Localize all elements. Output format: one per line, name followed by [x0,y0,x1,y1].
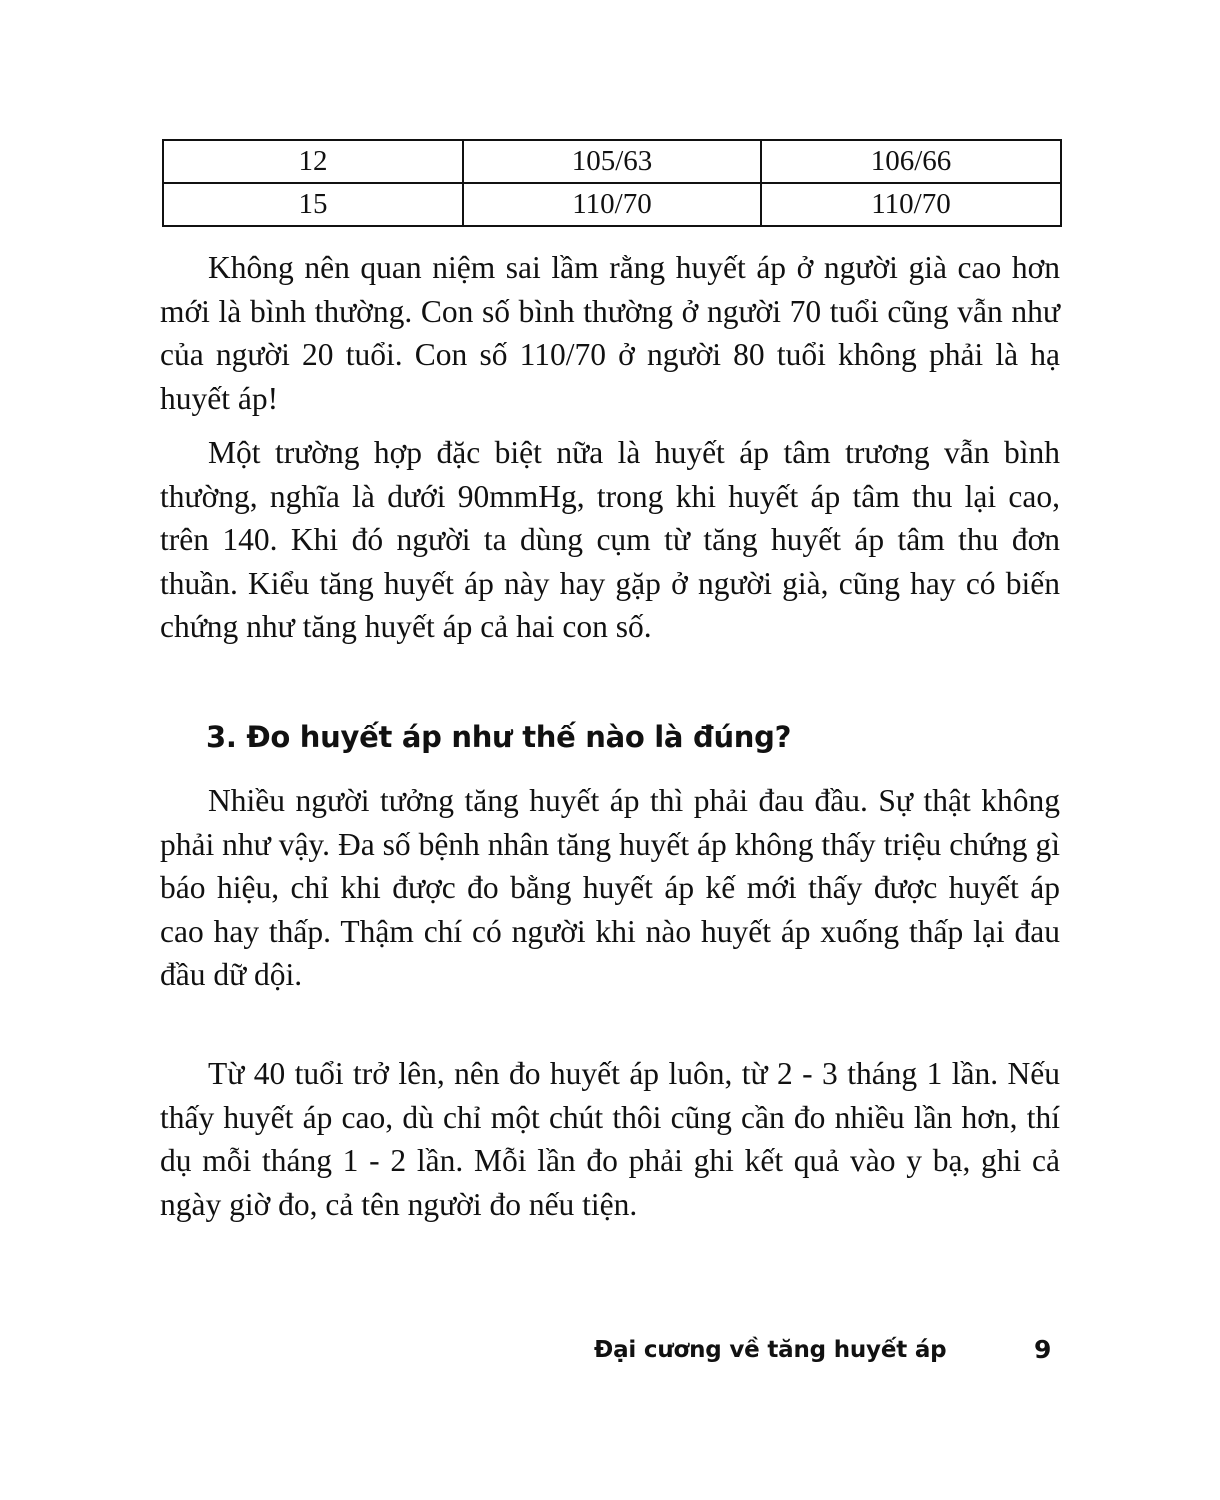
running-footer-title: Đại cương về tăng huyết áp [594,1337,947,1363]
table-row [163,183,1061,226]
table-cell-value: 110/70 [761,183,1061,226]
paragraph-text: Không nên quan niệm sai lầm rằng huyết áp ở người già cao hơn mới là bình thường. Con số bình thường ở người 70 tuổi cũng vẫn như của người 20 tuổi. Con số 110/70 ở người 80 tuổi không phải là hạ huyết áp! [160,250,1060,416]
table-cell-value: 105/63 [463,140,761,183]
table-cell-value: 106/66 [761,140,1061,183]
paragraph [160,246,1060,420]
table-cell-age: 15 [163,183,463,226]
table-cell-age: 12 [163,140,463,183]
paragraph [160,1052,1060,1226]
blood-pressure-table [162,139,1062,227]
paragraph-text: Một trường hợp đặc biệt nữa là huyết áp tâm trương vẫn bình thường, nghĩa là dưới 90mmHg, trong khi huyết áp tâm thu lại cao, trên 140. Khi đó người ta dùng cụm từ tăng huyết áp tâm thu đơn thuần. Kiểu tăng huyết áp này hay gặp ở người già, cũng hay có biến chứng như tăng huyết áp cả hai con số. [160,435,1060,645]
paragraph [160,431,1060,649]
paragraph-text: Từ 40 tuổi trở lên, nên đo huyết áp luôn, từ 2 - 3 tháng 1 lần. Nếu thấy huyết áp cao, dù chỉ một chút thôi cũng cần đo nhiều lần hơn, thí dụ mỗi tháng 1 - 2 lần. Mỗi lần đo phải ghi kết quả vào y bạ, ghi cả ngày giờ đo, cả tên người đo nếu tiện. [160,1056,1060,1222]
paragraph [160,779,1060,997]
paragraph-text: Nhiều người tưởng tăng huyết áp thì phải đau đầu. Sự thật không phải như vậy. Đa số bệnh nhân tăng huyết áp không thấy triệu chứng gì báo hiệu, chỉ khi được đo bằng huyết áp kế mới thấy được huyết áp cao hay thấp. Thậm chí có người khi nào huyết áp xuống thấp lại đau đầu dữ dội. [160,783,1060,993]
table-row [163,140,1061,183]
page-number: 9 [1034,1335,1052,1364]
section-heading: 3. Đo huyết áp như thế nào là đúng? [206,720,792,754]
table-cell-value: 110/70 [463,183,761,226]
